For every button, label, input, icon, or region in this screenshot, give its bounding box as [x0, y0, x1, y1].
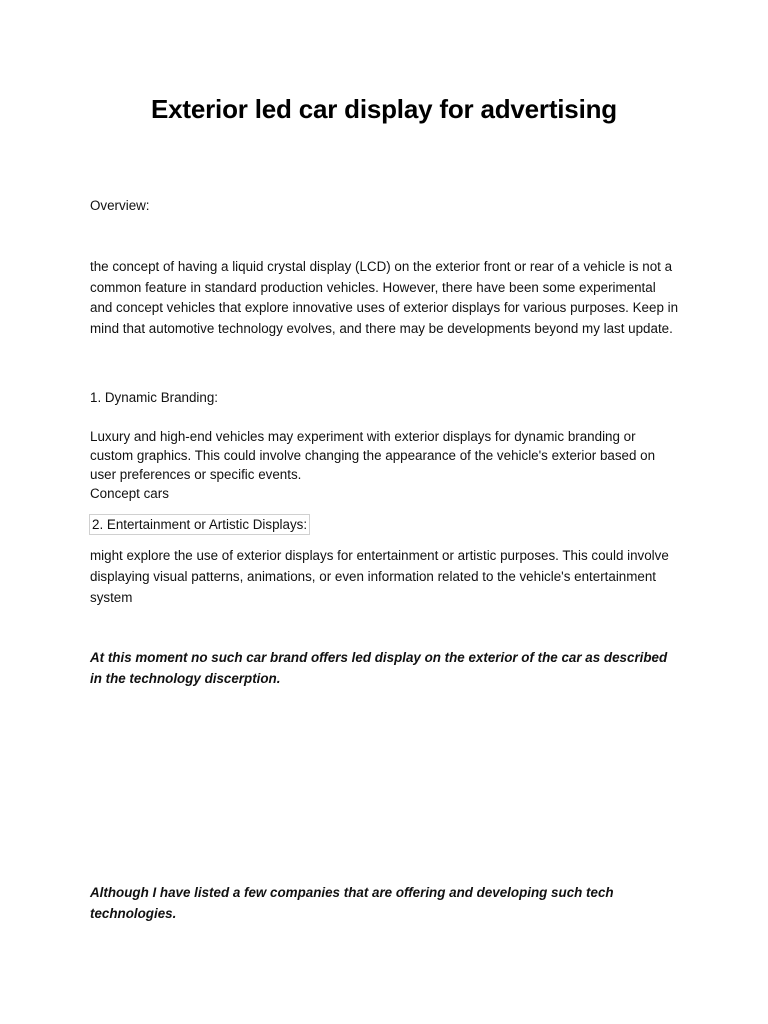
overview-label: Overview: — [90, 198, 150, 213]
note-no-brand: At this moment no such car brand offers led display on the exterior of the car as described in the technology discerption. — [90, 650, 668, 686]
section2-paragraph: might explore the use of exterior displays for entertainment or artistic purposes. This could involve displaying visual patterns, animations, or even information related to the vehicle's entertainment system — [90, 548, 669, 605]
page-title: Exterior led car display for advertising — [151, 94, 617, 124]
concept-cars-text: Concept cars — [90, 486, 169, 501]
note-companies: Although I have listed a few companies that are offering and developing such tech technologies. — [90, 885, 614, 921]
section1-paragraph: Luxury and high-end vehicles may experiment with exterior displays for dynamic branding or custom graphics. This could involve changing the appearance of the vehicle's exterior based on user preferences or specific events. — [90, 429, 656, 482]
section1-heading: 1. Dynamic Branding: — [90, 390, 219, 405]
section2-heading: 2. Entertainment or Artistic Displays: — [89, 514, 310, 535]
intro-paragraph: the concept of having a liquid crystal display (LCD) on the exterior front or rear of a vehicle is not a common feature in standard production vehicles. However, there have been some experimental and concept vehicles that explore innovative uses of exterior displays for various purposes. Keep in mind that automotive technology evolves, and there may be developments beyond my last update. — [90, 259, 679, 336]
